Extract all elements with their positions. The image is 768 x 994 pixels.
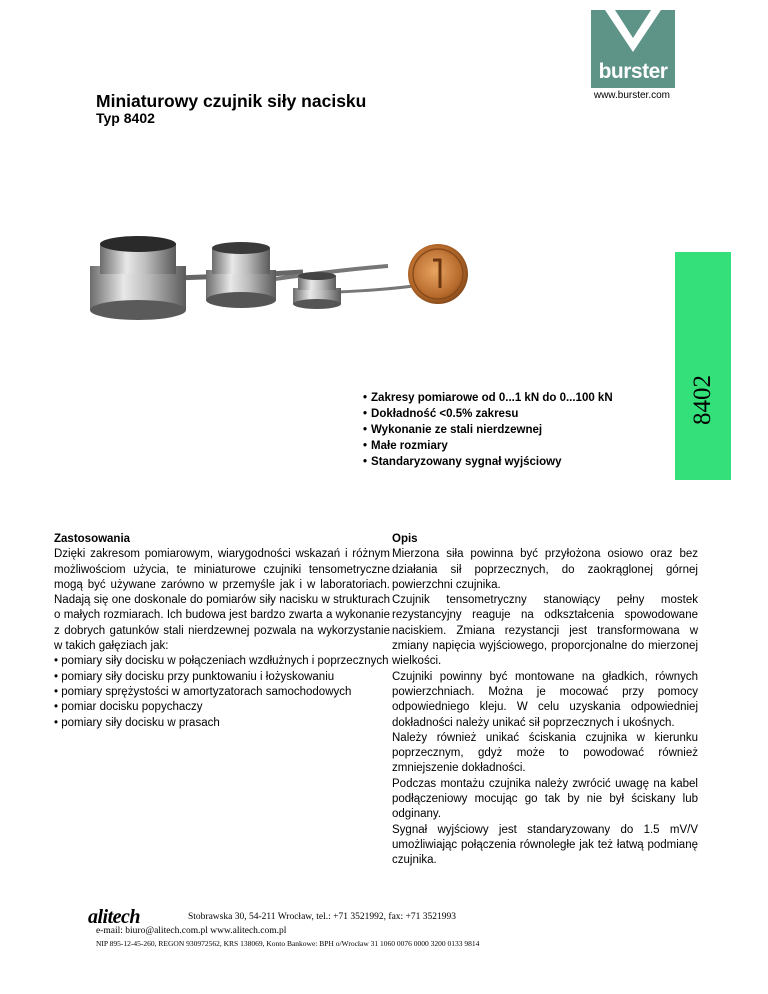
- euro-coin: [408, 244, 468, 304]
- product-photo: [88, 230, 478, 330]
- applications-item: • pomiar docisku popychaczy: [54, 700, 390, 715]
- product-type: Typ 8402: [96, 110, 155, 126]
- applications-item: • pomiary siły docisku w prasach: [54, 716, 390, 731]
- description-section: [392, 532, 698, 869]
- description-paragraph: Czujniki powinny być montowane na gładkich, równych powierzchniach. Można je mocować przy pomocy odpowiedniego kleju. W celu uzyskania odpowiedniej dokładności należy unikać sił poprzecznych i ukośnych.: [392, 670, 698, 729]
- feature-item: • Standaryzowany sygnał wyjściowy: [363, 454, 613, 470]
- feature-item: • Zakresy pomiarowe od 0...1 kN do 0...100 kN: [363, 390, 613, 406]
- feature-item: • Małe rozmiary: [363, 438, 613, 454]
- description-heading: Opis: [392, 533, 418, 545]
- logo-text: burster: [598, 60, 668, 83]
- footer-address: Stobrawska 30, 54-211 Wrocław, tel.: +71 3521992, fax: +71 3521993: [188, 912, 457, 922]
- feature-item: • Dokładność <0.5% zakresu: [363, 406, 613, 422]
- applications-heading: Zastosowania: [54, 533, 131, 545]
- description-paragraph: Sygnał wyjściowy jest standaryzowany do 1.5 mV/V umożliwiając połączenia równoległe jak też łatwą podmianę czujnika.: [392, 823, 698, 867]
- burster-logo-notch-icon: [605, 10, 661, 52]
- applications-list: [54, 654, 390, 730]
- large-sensor: [90, 236, 186, 320]
- applications-intro: Dzięki zakresom pomiarowym, wiarygodności wskazań i różnym możliwościom użycia, te miniaturowe czujniki tensometryczne mogą być używane zarówno w przemyśle jak i w laboratoriach. Nadają się one doskonale do pomiarów siły nacisku w strukturach o małych rozmiarach. Ich budowa jest bardzo zwarta a wykonanie z dobrych gatunków stali nierdzewnej pozwala na wykorzystanie w takich gałęziach jak:: [54, 548, 390, 653]
- page-title: Miniaturowy czujnik siły nacisku: [96, 91, 367, 111]
- applications-item: • pomiary sprężystości w amortyzatorach samochodowych: [54, 685, 390, 700]
- description-paragraph: Mierzona siła powinna być przyłożona osiowo oraz bez działania sił poprzecznych, do zaokrąglonej górnej powierzchni czujnika.: [392, 548, 698, 591]
- applications-item: • pomiary siły docisku przy punktowaniu i łożyskowaniu: [54, 670, 390, 685]
- medium-sensor: [206, 242, 276, 308]
- type-tab-label-wrap: [675, 252, 731, 480]
- footer-company-ids: NIP 895-12-45-260, REGON 930972562, KRS 138069, Konto Bankowe: BPH o/Wrocław 31 1060 0076 0000 3200 0133 9814: [96, 939, 480, 948]
- feature-item: • Wykonanie ze stali nierdzewnej: [363, 422, 613, 438]
- feature-list: [363, 390, 613, 470]
- alitech-logo: alitech: [88, 906, 141, 928]
- type-tab-label: 8402: [689, 375, 716, 425]
- description-paragraph: Podczas montażu czujnika należy zwrócić uwagę na kabel podłączeniowy mocując go tak by nie był ściskany lub odginany.: [392, 777, 698, 821]
- applications-section: [54, 532, 390, 731]
- footer-email[interactable]: e-mail: biuro@alitech.com.pl www.alitech.com.pl: [96, 926, 287, 936]
- applications-item: • pomiary siły docisku w połączeniach wzdłużnych i poprzecznych: [54, 654, 390, 669]
- small-sensor: [293, 272, 341, 309]
- description-paragraph: Czujnik tensometryczny stanowiący pełny mostek rezystancyjny reaguje na odkształcenia spowodowane naciskiem. Zmiana rezystancji jest transformowana w zmiany napięcia wyjściowego, proporcjonalne do mierzonej wielkości.: [392, 594, 698, 668]
- description-paragraph: Należy również unikać ściskania czujnika w kierunku poprzecznym, gdyż może to powodować również zmniejszenie dokładności.: [392, 731, 698, 775]
- website-url[interactable]: www.burster.com: [593, 90, 670, 101]
